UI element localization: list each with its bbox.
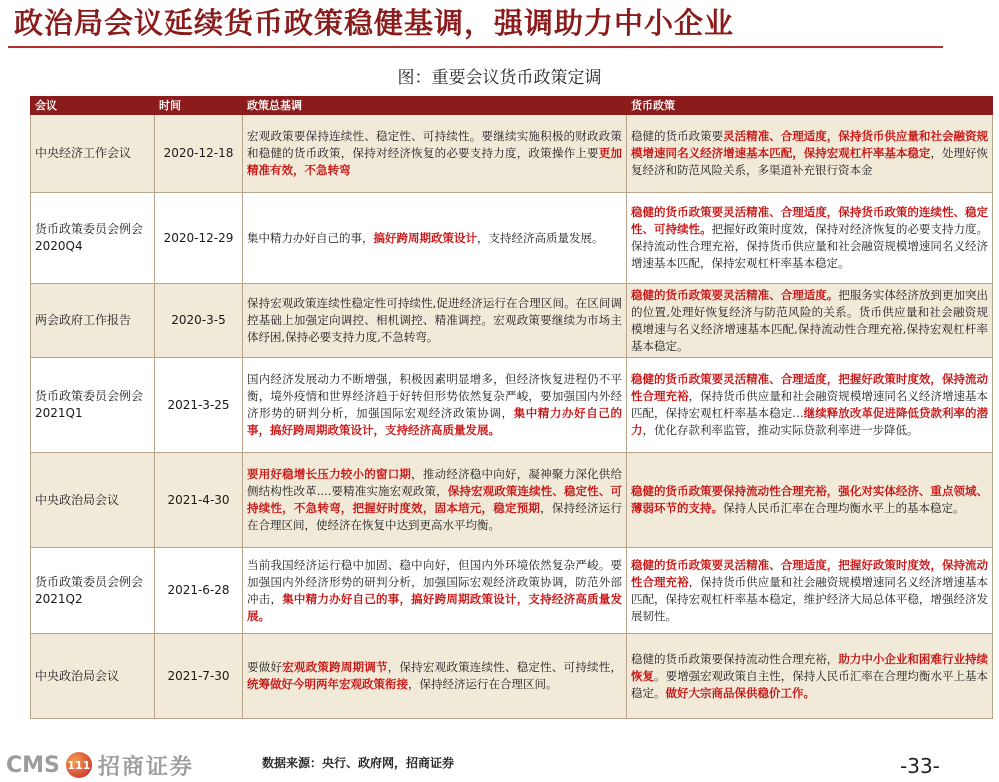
data-source-note: 数据来源：央行、政府网，招商证券 <box>262 756 455 770</box>
highlighted-text: 稳健的货币政策要灵活精准、合理适度，保持货币政策的连续性、稳定性、可持续性。 <box>631 205 988 236</box>
monetary-policy-cell <box>627 634 993 719</box>
meeting-cell: 两会政府工作报告 <box>31 284 155 358</box>
page-title: 政治局会议延续货币政策稳健基调，强调助力中小企业 <box>14 6 735 40</box>
table-row <box>31 193 993 284</box>
meeting-cell: 中央政治局会议 <box>31 634 155 719</box>
cell-text: ，保持货币供应量和社会融资规模增速同名义经济增速基本匹配，保持宏观杠杆率基本稳定，维护经济大局总体平稳，增强经济发展韧性。 <box>631 574 989 623</box>
highlighted-text: 继续释放改革促进降低贷款利率的潜力 <box>631 406 988 437</box>
general-policy-cell <box>243 115 627 193</box>
cell-text: ，支持经济高质量发展。 <box>477 230 604 245</box>
highlighted-text: 稳健的货币政策要灵活精准、合理适度。 <box>631 287 839 302</box>
meeting-cell: 中央政治局会议 <box>31 453 155 548</box>
cell-text: 把握好政策时度效，保持对经济恢复的必要支持力度。保持流动性合理充裕，保持货币供应量和社会融资规模增速同名义经济增速基本匹配，保持宏观杠杆率基本稳定。 <box>631 222 989 270</box>
policy-table <box>30 96 993 719</box>
table-row <box>31 284 993 358</box>
cell-text: ，处理好恢复经济和防范风险关系，多渠道补充银行资本金 <box>631 146 989 177</box>
cell-text: 。要增强宏观政策自主性，保持人民币汇率在合理均衡水平上基本稳定。 <box>631 668 989 700</box>
meeting-cell: 货币政策委员会例会2020Q4 <box>31 193 155 284</box>
date-cell: 2021-6-28 <box>155 548 243 634</box>
monetary-policy-cell <box>627 453 993 548</box>
logo-emblem-icon <box>66 752 92 778</box>
cell-text: 稳健的货币政策要 <box>631 129 724 143</box>
table-row <box>31 548 993 634</box>
page-number: -33- <box>900 754 940 778</box>
figure-caption: 图：重要会议货币政策定调 <box>397 68 602 88</box>
highlighted-text: 助力中小企业和困难行业持续恢复 <box>631 651 989 683</box>
highlighted-text: 保持宏观政策连续性、稳定性、可持续性，不急转弯，把握好时度效，固本培元，稳定预期 <box>247 484 622 515</box>
general-policy-cell <box>243 193 627 284</box>
cell-text: ，保持货币供应量和社会融资规模增速同名义经济增速基本匹配，保持宏观杠杆率基本稳定… <box>631 389 989 420</box>
header-meeting: 会议 <box>31 97 155 115</box>
cell-text: ，保持经济运行在合理区间，使经济在恢复中达到更高水平均衡。 <box>247 501 623 532</box>
cell-text: 要做好 <box>247 660 283 674</box>
header-date: 时间 <box>155 97 243 115</box>
highlighted-text: 集中精力办好自己的事，搞好跨周期政策设计，支持经济高质量发展。 <box>247 591 623 623</box>
monetary-policy-cell <box>627 548 993 634</box>
highlighted-text: 统筹做好今明两年宏观政策衔接 <box>247 677 408 691</box>
logo-latin-text: CMS <box>6 752 60 778</box>
cell-text: ，推动经济稳中向好，凝神聚力深化供给侧结构性改革....要精准实施宏观政策， <box>247 467 623 498</box>
date-cell: 2020-3-5 <box>155 284 243 358</box>
date-cell: 2021-4-30 <box>155 453 243 548</box>
meeting-cell: 中央经济工作会议 <box>31 115 155 193</box>
highlighted-text: 稳健的货币政策要灵活精准、合理适度，把握好政策时度效，保持流动性合理充裕 <box>631 372 988 403</box>
highlighted-text: 稳健的货币政策要灵活精准、合理适度，把握好政策时度效，保持流动性合理充裕 <box>631 557 988 589</box>
date-cell: 2020-12-18 <box>155 115 243 193</box>
monetary-policy-cell <box>627 193 993 284</box>
cell-text: 稳健的货币政策要保持流动性合理充裕， <box>631 651 839 666</box>
cell-text: 保持人民币汇率在合理均衡水平上的基本稳定。 <box>723 501 965 515</box>
meeting-cell: 货币政策委员会例会2021Q2 <box>31 548 155 634</box>
date-cell: 2020-12-29 <box>155 193 243 284</box>
cell-text: 国内经济发展动力不断增强，积极因素明显增多，但经济恢复进程仍不平衡，境外疫情和世界经济趋于好转但形势依然复杂严峻，要加强国内外经济形势的研判分析，加强国际宏观经济政策协调， <box>247 372 622 420</box>
monetary-policy-cell <box>627 115 993 193</box>
meeting-cell: 货币政策委员会例会2021Q1 <box>31 358 155 453</box>
table-header-row <box>31 97 993 115</box>
highlighted-text: 要用好稳增长压力较小的窗口期 <box>247 467 412 481</box>
cell-text: 宏观政策要保持连续性、稳定性、可持续性。要继续实施积极的财政政策和稳健的货币政策，保持对经济恢复的必要支持力度，政策操作上要 <box>247 129 622 160</box>
table-row <box>31 358 993 453</box>
highlighted-text: 灵活精准、合理适度，保持货币供应量和社会融资规模增速同名义经济增速基本匹配，保持宏观杠杆率基本稳定 <box>631 129 989 160</box>
cell-text: 保持宏观政策连续性稳定性可持续性,促进经济运行在合理区间。在区间调控基础上加强定向调控、相机调控、精准调控。宏观政策要继续为市场主体纾困,保持必要支持力度,不急转弯。 <box>247 296 622 344</box>
monetary-policy-cell <box>627 284 993 358</box>
cms-logo <box>6 748 246 782</box>
logo-chinese-text: 招商证券 <box>97 753 194 780</box>
highlighted-text: 宏观政策跨周期调节 <box>282 660 388 674</box>
table-row <box>31 453 993 548</box>
general-policy-cell <box>243 453 627 548</box>
general-policy-cell <box>243 358 627 453</box>
general-policy-cell <box>243 548 627 634</box>
table-row <box>31 634 993 719</box>
cell-text: 当前我国经济运行稳中加固、稳中向好，但国内外环境依然复杂严峻。要加强国内外经济形势的研判分析，加强国际宏观经济政策协调，防范外部冲击， <box>247 557 622 606</box>
cell-text: ，优化存款利率监管，推动实际贷款利率进一步降低。 <box>642 423 919 437</box>
table-row <box>31 115 993 193</box>
header-general-policy: 政策总基调 <box>243 97 627 115</box>
title-divider <box>8 46 943 48</box>
highlighted-text: 更加精准有效，不急转弯 <box>247 146 623 177</box>
highlighted-text: 做好大宗商品保供稳价工作。 <box>665 685 815 700</box>
highlighted-text: 集中精力办好自己的事，搞好跨周期政策设计，支持经济高质量发展。 <box>247 406 623 437</box>
header-monetary-policy: 货币政策 <box>627 97 993 115</box>
general-policy-cell <box>243 634 627 719</box>
logo-emblem-text: 111 <box>67 758 91 772</box>
date-cell: 2021-3-25 <box>155 358 243 453</box>
highlighted-text: 搞好跨周期政策设计 <box>373 230 477 245</box>
cell-text: 把服务实体经济放到更加突出的位置,处理好恢复经济与防范风险的关系。货币供应量和社会融资规模增速与名义经济增速基本匹配,保持流动性合理充裕,保持宏观杠杆率基本稳定。 <box>631 287 989 353</box>
monetary-policy-cell <box>627 358 993 453</box>
highlighted-text: 稳健的货币政策要保持流动性合理充裕，强化对实体经济、重点领域、薄弱环节的支持。 <box>631 484 988 515</box>
general-policy-cell <box>243 284 627 358</box>
cell-text: ，保持宏观政策连续性、稳定性、可持续性， <box>387 660 623 674</box>
cell-text: ，保持经济运行在合理区间。 <box>408 677 558 691</box>
cell-text: 集中精力办好自己的事， <box>247 230 374 245</box>
date-cell: 2021-7-30 <box>155 634 243 719</box>
